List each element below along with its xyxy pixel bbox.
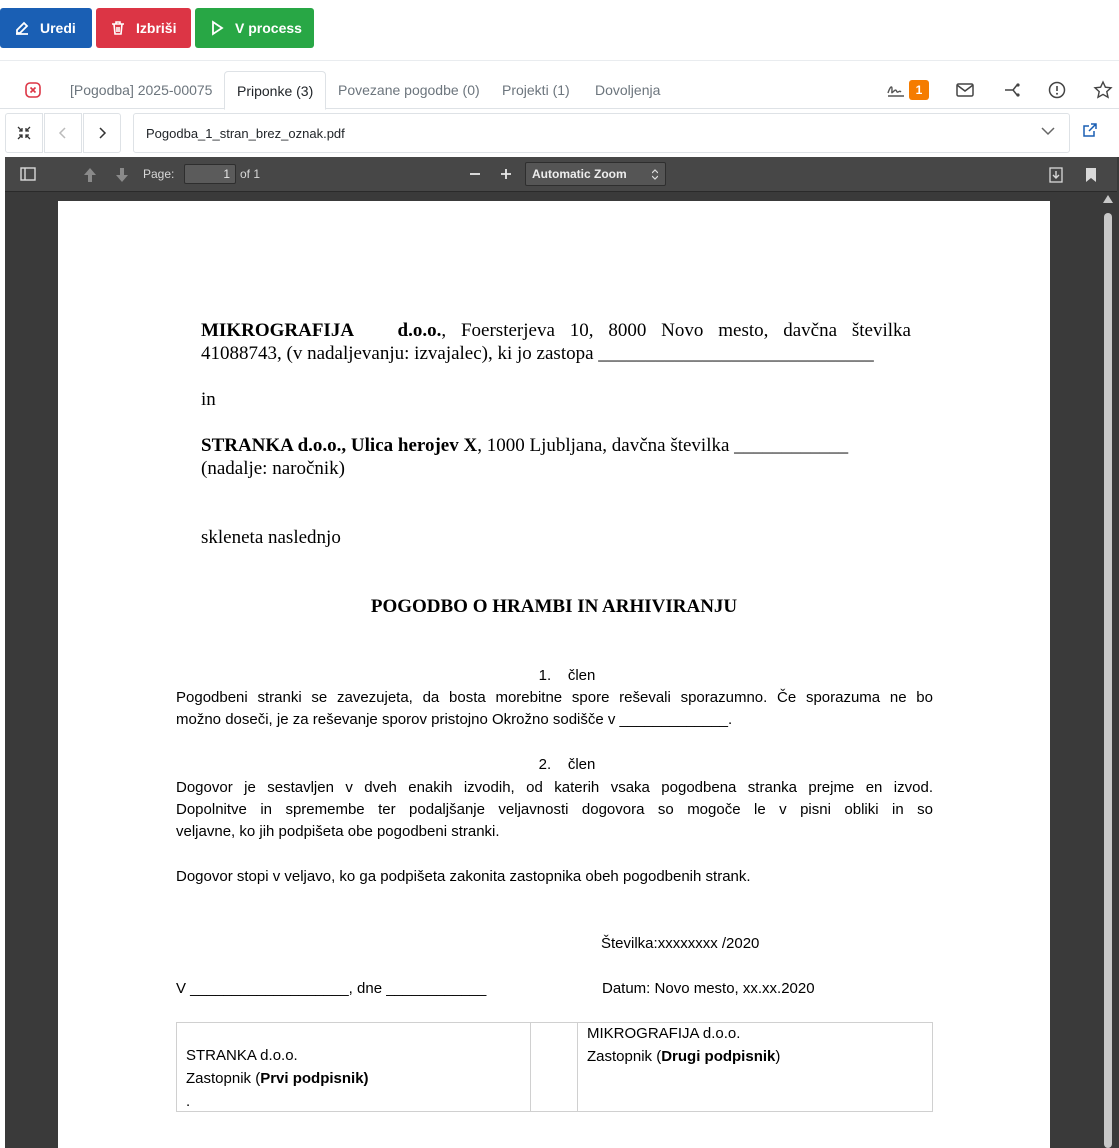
star-icon [1093, 80, 1113, 100]
zoom-in-icon[interactable] [500, 168, 512, 180]
sig-left-company: STRANKA d.o.o. [186, 1047, 298, 1064]
bookmark-icon[interactable] [1085, 167, 1097, 183]
party2-line1 [201, 435, 848, 457]
scroll-thumb[interactable] [1104, 213, 1112, 1148]
edit-icon [14, 20, 30, 36]
close-record-button[interactable] [21, 78, 45, 102]
party2-name: STRANKA d.o.o., Ulica herojev X [201, 435, 478, 456]
page-count: of 1 [240, 167, 261, 181]
zoom-value: Automatic Zoom [532, 167, 627, 181]
article2-line1: Dogovor je sestavljen v dveh enakih izvodih, od katerih vsaka pogodbena stranka prejme en izvod. [176, 779, 933, 796]
attachment-select[interactable] [133, 113, 1070, 153]
signature-cell-right [578, 1023, 932, 1111]
email-button[interactable] [953, 78, 977, 102]
article1-heading: 1. člen [538, 667, 596, 684]
pdf-page [58, 201, 1050, 1148]
edit-label: Uredi [40, 20, 76, 36]
signature-table [176, 1022, 933, 1112]
chevron-left-icon [58, 127, 68, 139]
sig-right-rep [587, 1048, 780, 1065]
next-attachment-button[interactable] [83, 113, 121, 153]
party1-line1 [201, 320, 911, 342]
scroll-up-arrow-icon[interactable] [1103, 195, 1113, 203]
delete-button[interactable] [96, 8, 191, 48]
sig-right-close: ) [775, 1048, 781, 1065]
select-arrows-icon [652, 169, 658, 180]
party1-line2: 41088743, (v nadaljevanju: izvajalec), ki jo zastopa _____________________________ [201, 343, 874, 364]
sig-left-rep-label: Zastopnik ( [186, 1070, 261, 1087]
document-title: POGODBO O HRAMBI IN ARHIVIRANJU [370, 596, 738, 617]
arrow-down-icon[interactable] [115, 167, 129, 183]
share-button[interactable] [1000, 78, 1024, 102]
party1-address: , Foersterjeva 10, 8000 Novo mesto, davčna številka [441, 320, 911, 341]
article2-heading: 2. člen [538, 756, 596, 773]
external-link-icon [1083, 123, 1097, 137]
zoom-out-icon[interactable] [469, 168, 481, 180]
previous-attachment-button[interactable] [44, 113, 82, 153]
tab-bar [0, 60, 1119, 109]
process-button[interactable] [195, 8, 314, 48]
page-label: Page: [143, 167, 175, 181]
signature-cell-middle [531, 1023, 578, 1111]
tab-attachments[interactable]: Priponke (3) [224, 71, 326, 110]
play-icon [209, 20, 225, 36]
sidebar-toggle-icon[interactable] [20, 167, 36, 181]
attachment-nav [0, 110, 1119, 156]
signature-cell-left [177, 1023, 531, 1111]
open-external-button[interactable] [1083, 123, 1097, 142]
sig-left-rep [186, 1070, 369, 1087]
contract-date: Datum: Novo mesto, xx.xx.2020 [602, 980, 815, 997]
chevron-right-icon [97, 127, 107, 139]
mail-icon [956, 83, 974, 97]
alert-circle-icon [1048, 81, 1066, 99]
contract-number: Številka:xxxxxxxx /2020 [601, 935, 760, 952]
sig-right-company: MIKROGRAFIJA d.o.o. [587, 1025, 741, 1042]
sig-left-signer: Prvi podpisnik) [260, 1070, 369, 1087]
tab-permissions[interactable]: Dovoljenja [595, 82, 661, 98]
zoom-select[interactable] [525, 162, 666, 186]
pdf-scrollbar[interactable] [1100, 193, 1117, 1148]
arrow-up-icon[interactable] [83, 167, 97, 183]
validity-text: Dogovor stopi v veljavo, ko ga podpišeta zakonita zastopnika obeh pogodbenih strank. [176, 868, 751, 885]
action-toolbar [0, 0, 1119, 60]
signature-icon [886, 82, 906, 98]
sig-left-dot: . [186, 1093, 191, 1110]
attachment-filename: Pogodba_1_stran_brez_oznak.pdf [146, 125, 345, 141]
edit-button[interactable] [0, 8, 92, 48]
sig-right-rep-label: Zastopnik ( [587, 1048, 662, 1065]
favorite-button[interactable] [1091, 78, 1115, 102]
tab-contract[interactable]: [Pogodba] 2025-00075 [70, 82, 213, 98]
chevron-down-icon [1041, 126, 1055, 136]
party2-line2: (nadalje: naročnik) [201, 458, 346, 479]
place-date-line: V ___________________, dne ____________ [176, 980, 487, 997]
article2-line2: Dopolnitve in spremembe ter podaljšanje veljavnosti dogovora so mogoče le v pisni obliki in so [176, 801, 933, 818]
pdf-toolbar [5, 157, 1117, 192]
tab-related-contracts[interactable]: Povezane pogodbe (0) [338, 82, 480, 98]
article2-line3: veljavne, ko jih podpišeta obe pogodbeni stranki. [176, 823, 500, 840]
signature-button[interactable] [884, 78, 908, 102]
concluded-text: skleneta naslednjo [201, 527, 341, 548]
delete-label: Izbriši [136, 20, 177, 36]
collapse-button[interactable] [5, 113, 43, 153]
pdf-viewer [5, 157, 1119, 1148]
page-number-input[interactable]: 1 [184, 164, 236, 184]
signature-count-badge: 1 [909, 80, 929, 100]
trash-icon [110, 20, 126, 36]
close-circle-icon [24, 81, 42, 99]
and-text: in [201, 389, 216, 410]
tab-projects[interactable]: Projekti (1) [502, 82, 570, 98]
info-button[interactable] [1045, 78, 1069, 102]
party1-name: MIKROGRAFIJA d.o.o. [201, 320, 442, 341]
process-label: V process [235, 20, 302, 36]
share-icon [1003, 82, 1021, 98]
sig-right-signer: Drugi podpisnik [661, 1048, 776, 1065]
download-icon[interactable] [1049, 167, 1063, 183]
article1-line1: Pogodbeni stranki se zavezujeta, da bosta morebitne spore reševali sporazumno. Če sporazuma ne bo [176, 689, 933, 706]
article1-line2: možno doseči, je za reševanje sporov pristojno Okrožno sodišče v _____________. [176, 711, 733, 728]
party2-address: , 1000 Ljubljana, davčna številka ____________ [477, 435, 849, 456]
collapse-icon [17, 126, 31, 140]
